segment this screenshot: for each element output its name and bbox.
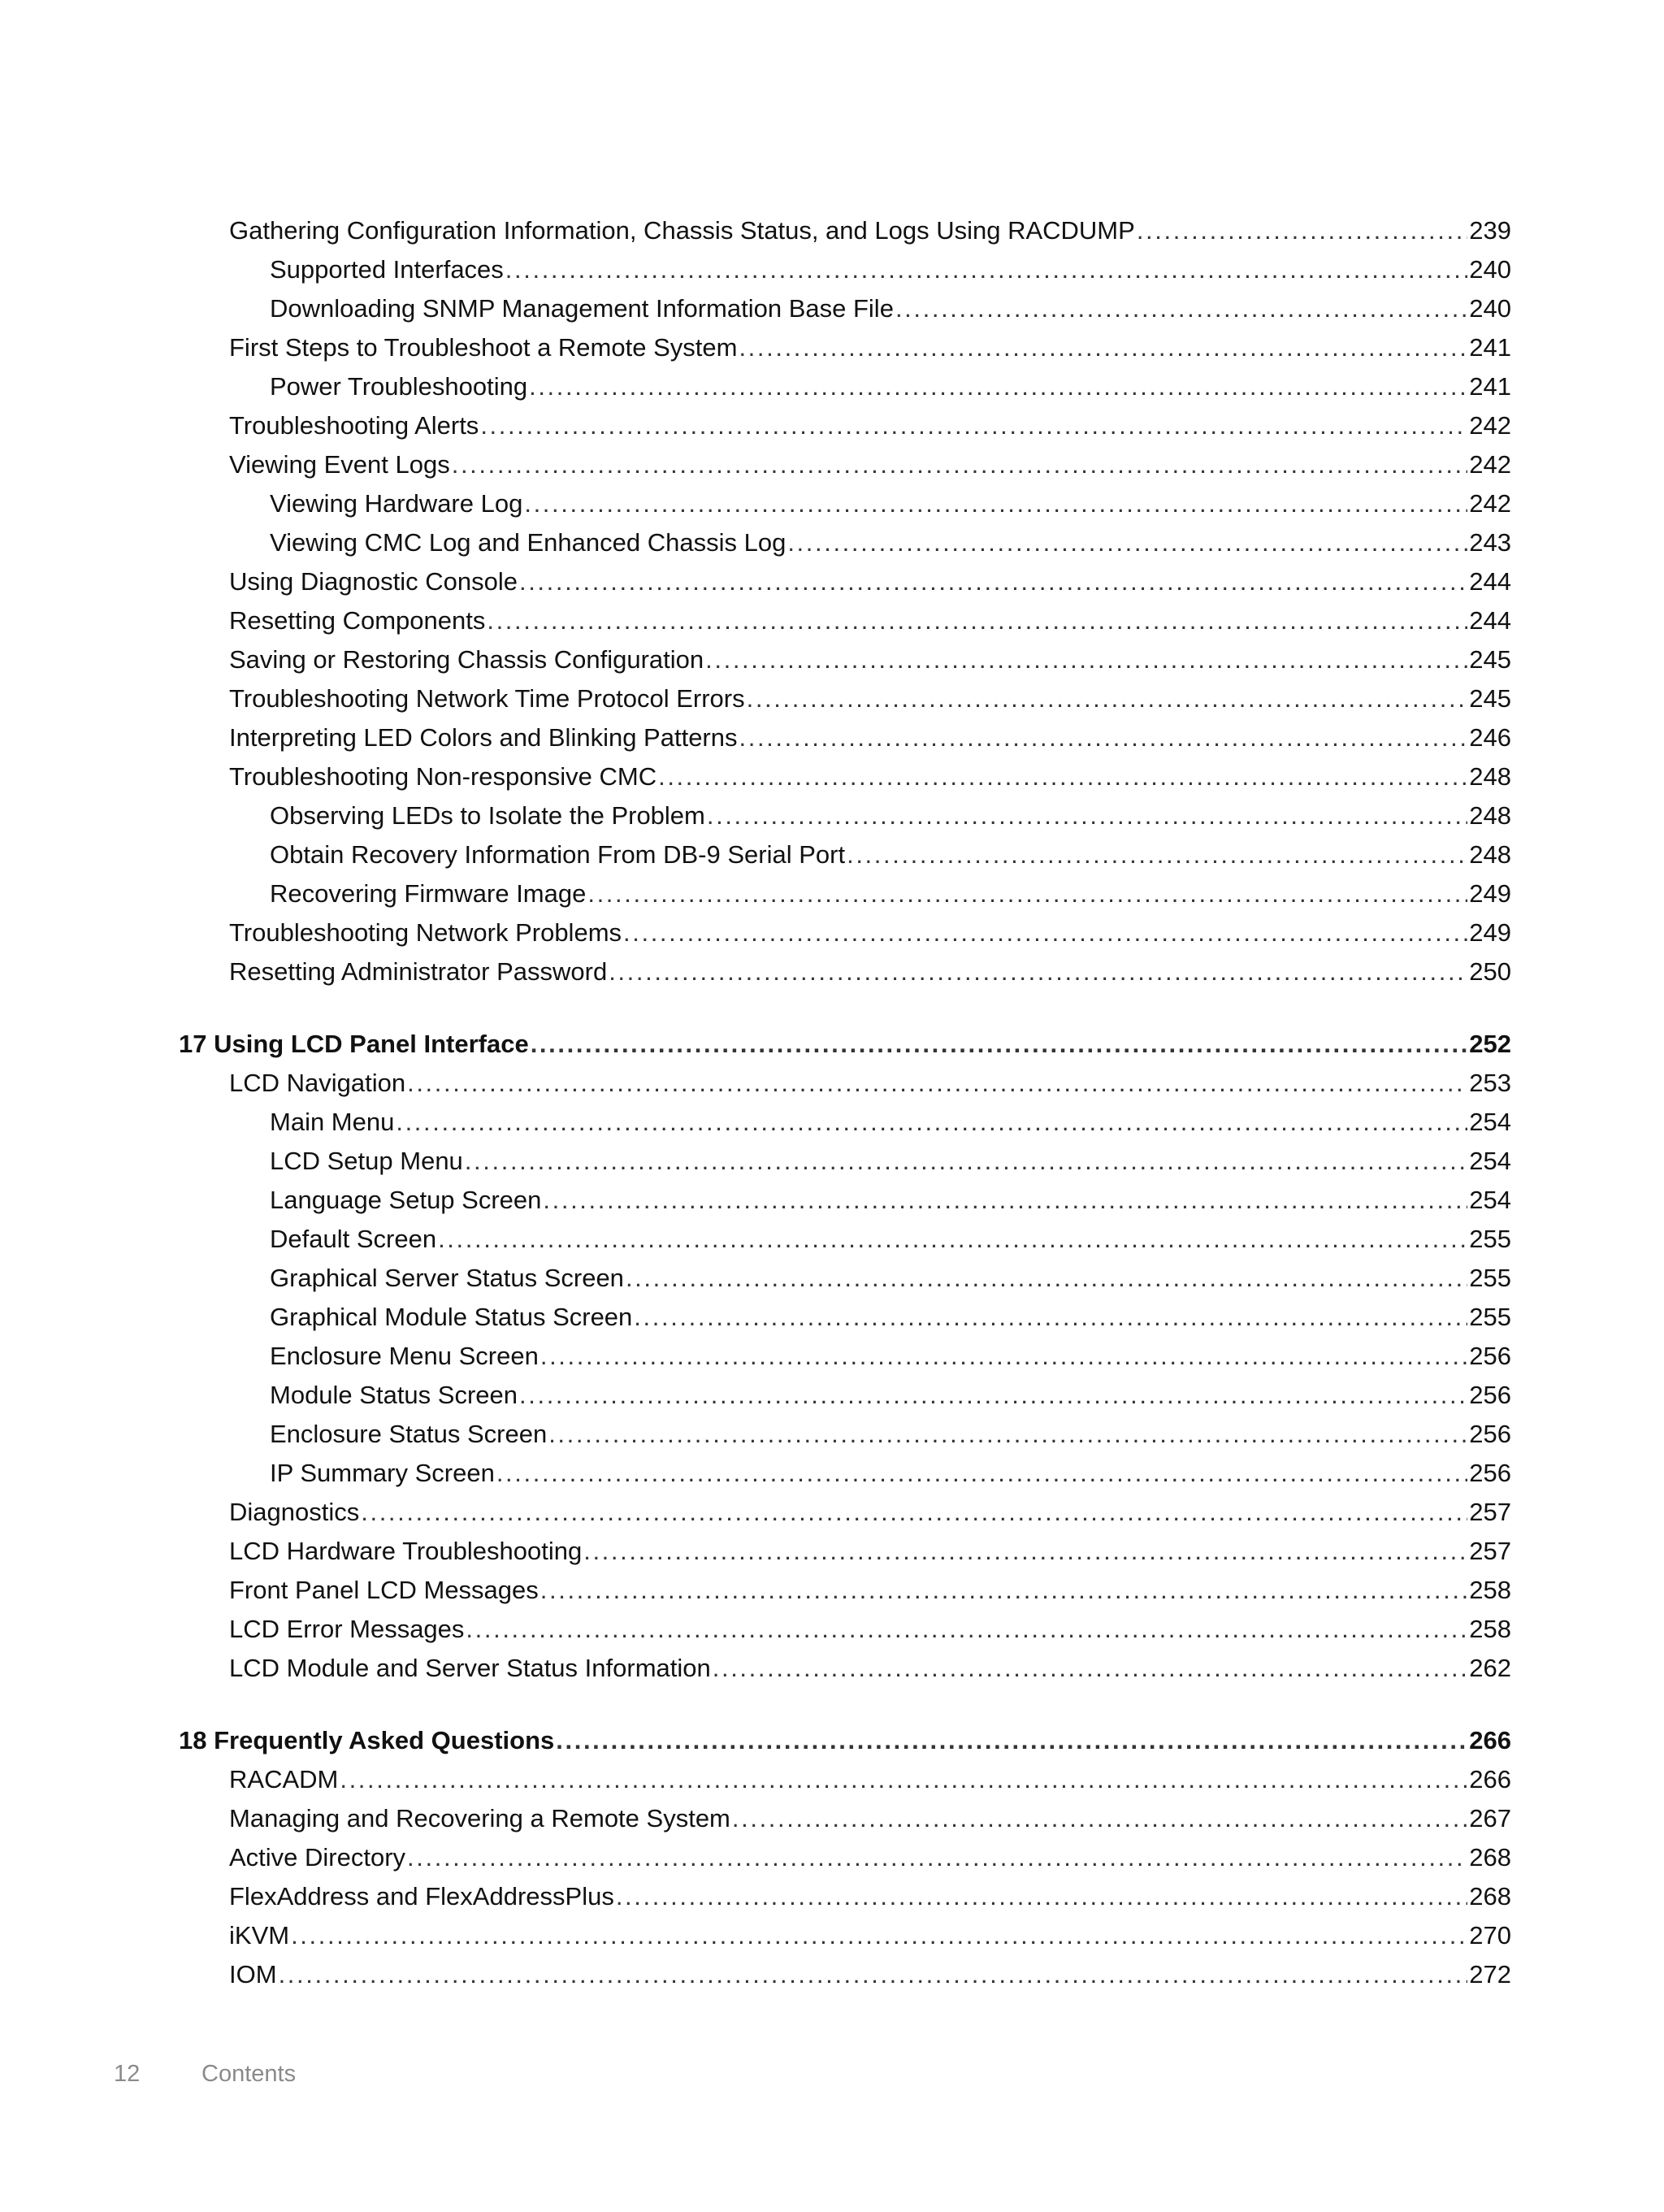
toc-entry-page: 254 xyxy=(1469,1108,1511,1136)
toc-entry-page: 242 xyxy=(1469,450,1511,479)
toc-entry-title: Resetting Administrator Password xyxy=(229,957,608,986)
toc-entry[interactable] xyxy=(0,403,1511,442)
dot-leader xyxy=(452,449,1468,481)
toc-entry-page: 267 xyxy=(1469,1804,1511,1832)
toc-entry-title: Saving or Restoring Chassis Configuration xyxy=(229,645,704,674)
dot-leader xyxy=(540,1340,1467,1373)
toc-entry[interactable] xyxy=(0,1334,1511,1373)
dot-leader xyxy=(407,1841,1467,1874)
toc-entry[interactable] xyxy=(0,1217,1511,1256)
dot-leader xyxy=(739,332,1467,364)
dot-leader xyxy=(548,1418,1467,1451)
toc-chapter-entry[interactable] xyxy=(0,1021,1511,1060)
toc-entry-page: 242 xyxy=(1469,411,1511,440)
dot-leader xyxy=(1137,215,1467,247)
toc-entry[interactable] xyxy=(0,1835,1511,1874)
toc-entry-page: 248 xyxy=(1469,840,1511,869)
toc-entry[interactable] xyxy=(0,1178,1511,1217)
toc-entry-page: 246 xyxy=(1469,723,1511,752)
toc-entry-page: 272 xyxy=(1469,1960,1511,1989)
toc-entry-title: Viewing Hardware Log xyxy=(270,489,523,518)
dot-leader xyxy=(623,917,1467,949)
toc-entry[interactable] xyxy=(0,1646,1511,1685)
dot-leader xyxy=(713,1652,1468,1685)
toc-entry-page: 240 xyxy=(1469,255,1511,284)
toc-entry-title: Default Screen xyxy=(270,1225,437,1253)
toc-entry-title: Graphical Module Status Screen xyxy=(270,1303,633,1331)
toc-entry-page: 244 xyxy=(1469,567,1511,596)
toc-entry-page: 239 xyxy=(1469,216,1511,245)
toc-entry-title: LCD Error Messages xyxy=(229,1615,465,1643)
toc-entry-title: Language Setup Screen xyxy=(270,1186,542,1214)
toc-entry[interactable] xyxy=(0,1295,1511,1334)
toc-entry[interactable] xyxy=(0,364,1511,403)
toc-entry[interactable] xyxy=(0,1490,1511,1529)
toc-entry[interactable] xyxy=(0,286,1511,325)
dot-leader xyxy=(658,761,1467,793)
toc-entry-page: 268 xyxy=(1469,1882,1511,1911)
dot-leader xyxy=(587,878,1467,910)
toc-entry-title: Gathering Configuration Information, Chassis Status, and Logs Using RACDUMP xyxy=(229,216,1135,245)
toc-entry[interactable] xyxy=(0,1607,1511,1646)
toc-entry-page: 256 xyxy=(1469,1342,1511,1370)
dot-leader xyxy=(583,1535,1467,1568)
toc-entry[interactable] xyxy=(0,871,1511,910)
toc-chapter-entry[interactable] xyxy=(0,1718,1511,1757)
dot-leader xyxy=(895,293,1467,325)
toc-entry-title: Managing and Recovering a Remote System xyxy=(229,1804,730,1832)
page-footer xyxy=(0,2061,1664,2093)
toc-entry[interactable] xyxy=(0,559,1511,598)
dot-leader xyxy=(609,956,1467,988)
toc-entry[interactable] xyxy=(0,1913,1511,1952)
footer-page-number: 12 xyxy=(114,2061,141,2087)
dot-leader xyxy=(505,254,1467,286)
toc-entry[interactable] xyxy=(0,832,1511,871)
toc-entry-title: LCD Module and Server Status Information xyxy=(229,1654,711,1682)
toc-entry-page: 253 xyxy=(1469,1069,1511,1097)
dot-leader xyxy=(361,1496,1467,1529)
toc-entry-page: 241 xyxy=(1469,333,1511,362)
toc-entry-title: First Steps to Troubleshoot a Remote System xyxy=(229,333,738,362)
toc-entry[interactable] xyxy=(0,208,1511,247)
toc-entry-page: 256 xyxy=(1469,1459,1511,1487)
dot-leader xyxy=(531,1028,1468,1060)
toc-entry-title: Power Troubleshooting xyxy=(270,372,528,401)
toc-entry[interactable] xyxy=(0,1099,1511,1139)
dot-leader xyxy=(739,722,1468,754)
toc-entry-page: 245 xyxy=(1469,645,1511,674)
toc-entry-page: 240 xyxy=(1469,294,1511,323)
toc-entry[interactable] xyxy=(0,793,1511,832)
toc-entry-page: 250 xyxy=(1469,957,1511,986)
dot-leader xyxy=(496,1457,1467,1490)
toc-entry-title: Active Directory xyxy=(229,1843,406,1872)
toc-entry-page: 257 xyxy=(1469,1498,1511,1526)
toc-entry-title: LCD Navigation xyxy=(229,1069,406,1097)
dot-leader xyxy=(707,800,1467,832)
toc-entry-page: 242 xyxy=(1469,489,1511,518)
toc-entry-page: 254 xyxy=(1469,1186,1511,1214)
toc-entry-page: 256 xyxy=(1469,1381,1511,1409)
toc-entry-title: Downloading SNMP Management Information Base File xyxy=(270,294,894,323)
toc-entry[interactable] xyxy=(0,1874,1511,1913)
toc-entry-page: 245 xyxy=(1469,684,1511,713)
toc-entry-title: Diagnostics xyxy=(229,1498,360,1526)
toc-entry[interactable] xyxy=(0,1796,1511,1835)
toc-entry-title: Using Diagnostic Console xyxy=(229,567,518,596)
toc-entry[interactable] xyxy=(0,442,1511,481)
toc-entry-page: 270 xyxy=(1469,1921,1511,1950)
toc-entry-page: 258 xyxy=(1469,1615,1511,1643)
dot-leader xyxy=(487,605,1467,637)
dot-leader xyxy=(529,371,1467,403)
toc-entry-title: IOM xyxy=(229,1960,277,1989)
dot-leader xyxy=(279,1958,1468,1991)
toc-entry[interactable] xyxy=(0,910,1511,949)
dot-leader xyxy=(634,1301,1467,1334)
toc-entry-title: LCD Hardware Troubleshooting xyxy=(229,1537,583,1565)
toc-entry[interactable] xyxy=(0,637,1511,676)
dot-leader xyxy=(540,1574,1467,1607)
toc-entry-page: 258 xyxy=(1469,1576,1511,1604)
toc-entry-page: 249 xyxy=(1469,918,1511,947)
toc-entry-title: Enclosure Menu Screen xyxy=(270,1342,539,1370)
dot-leader xyxy=(519,566,1467,598)
toc-entry[interactable] xyxy=(0,1568,1511,1607)
toc-entry-page: 255 xyxy=(1469,1264,1511,1292)
toc-entry[interactable] xyxy=(0,1529,1511,1568)
toc-entry[interactable] xyxy=(0,676,1511,715)
toc-entry-title: RACADM xyxy=(229,1765,339,1793)
toc-entry-page: 266 xyxy=(1469,1726,1511,1754)
dot-leader xyxy=(616,1880,1467,1913)
toc-entry[interactable] xyxy=(0,481,1511,520)
toc-entry-page: 248 xyxy=(1469,801,1511,830)
toc-entry[interactable] xyxy=(0,754,1511,793)
toc-entry-title: iKVM xyxy=(229,1921,290,1950)
toc-entry-page: 255 xyxy=(1469,1303,1511,1331)
toc-entry-title: Graphical Server Status Screen xyxy=(270,1264,624,1292)
toc-entry[interactable] xyxy=(0,598,1511,637)
toc-entry[interactable] xyxy=(0,1412,1511,1451)
toc-entry-page: 243 xyxy=(1469,528,1511,557)
toc-entry-page: 241 xyxy=(1469,372,1511,401)
toc-entry[interactable] xyxy=(0,949,1511,988)
dot-leader xyxy=(466,1613,1467,1646)
dot-leader xyxy=(438,1223,1467,1256)
toc-entry-title: Troubleshooting Alerts xyxy=(229,411,479,440)
toc-entry-title: Supported Interfaces xyxy=(270,255,504,284)
dot-leader xyxy=(480,410,1467,442)
toc-entry-title: 18 Frequently Asked Questions xyxy=(179,1726,555,1754)
toc-entry-page: 255 xyxy=(1469,1225,1511,1253)
toc-entry[interactable] xyxy=(0,1373,1511,1412)
toc-entry-title: 17 Using LCD Panel Interface xyxy=(179,1030,529,1058)
toc-entry-title: Resetting Components xyxy=(229,606,486,635)
dot-leader xyxy=(543,1184,1467,1217)
dot-leader xyxy=(787,527,1467,559)
dot-leader xyxy=(524,488,1467,520)
toc-entry-title: Troubleshooting Network Problems xyxy=(229,918,622,947)
dot-leader xyxy=(847,839,1467,871)
toc-entry[interactable] xyxy=(0,247,1511,286)
toc-entry[interactable] xyxy=(0,715,1511,754)
toc-entry[interactable] xyxy=(0,1256,1511,1295)
toc-entry-page: 252 xyxy=(1469,1030,1511,1058)
dot-leader xyxy=(556,1724,1467,1757)
toc-entry-title: Front Panel LCD Messages xyxy=(229,1576,539,1604)
dot-leader xyxy=(732,1802,1467,1835)
toc-entry-page: 249 xyxy=(1469,879,1511,908)
dot-leader xyxy=(407,1067,1467,1099)
toc-entry-page: 262 xyxy=(1469,1654,1511,1682)
dot-leader xyxy=(465,1145,1467,1178)
toc-entry-title: Troubleshooting Network Time Protocol Errors xyxy=(229,684,745,713)
toc-entry[interactable] xyxy=(0,1757,1511,1796)
toc-entry-title: Main Menu xyxy=(270,1108,395,1136)
toc-entry-title: Viewing CMC Log and Enhanced Chassis Log xyxy=(270,528,786,557)
table-of-contents xyxy=(0,208,1664,1991)
dot-leader xyxy=(519,1379,1467,1412)
toc-entry[interactable] xyxy=(0,1060,1511,1099)
dot-leader xyxy=(340,1763,1467,1796)
toc-entry-page: 256 xyxy=(1469,1420,1511,1448)
toc-entry-page: 254 xyxy=(1469,1147,1511,1175)
toc-entry-page: 268 xyxy=(1469,1843,1511,1872)
toc-entry-title: FlexAddress and FlexAddressPlus xyxy=(229,1882,614,1911)
toc-entry-title: Obtain Recovery Information From DB-9 Serial Port xyxy=(270,840,846,869)
dot-leader xyxy=(291,1919,1467,1952)
toc-entry[interactable] xyxy=(0,325,1511,364)
toc-entry-page: 244 xyxy=(1469,606,1511,635)
dot-leader xyxy=(705,644,1467,676)
dot-leader xyxy=(626,1262,1467,1295)
toc-entry[interactable] xyxy=(0,1139,1511,1178)
toc-entry-page: 266 xyxy=(1469,1765,1511,1793)
toc-entry-page: 248 xyxy=(1469,762,1511,791)
toc-entry[interactable] xyxy=(0,1952,1511,1991)
toc-entry-title: Enclosure Status Screen xyxy=(270,1420,548,1448)
dot-leader xyxy=(747,683,1468,715)
toc-entry-page: 257 xyxy=(1469,1537,1511,1565)
footer-section-name: Contents xyxy=(202,2061,297,2087)
toc-entry[interactable] xyxy=(0,1451,1511,1490)
toc-entry-title: LCD Setup Menu xyxy=(270,1147,463,1175)
toc-entry-title: Troubleshooting Non-responsive CMC xyxy=(229,762,657,791)
toc-entry[interactable] xyxy=(0,520,1511,559)
toc-entry-title: Viewing Event Logs xyxy=(229,450,450,479)
toc-entry-title: Recovering Firmware Image xyxy=(270,879,587,908)
toc-entry-title: IP Summary Screen xyxy=(270,1459,495,1487)
dot-leader xyxy=(396,1106,1467,1139)
toc-entry-title: Observing LEDs to Isolate the Problem xyxy=(270,801,705,830)
toc-entry-title: Interpreting LED Colors and Blinking Patterns xyxy=(229,723,738,752)
toc-entry-title: Module Status Screen xyxy=(270,1381,518,1409)
